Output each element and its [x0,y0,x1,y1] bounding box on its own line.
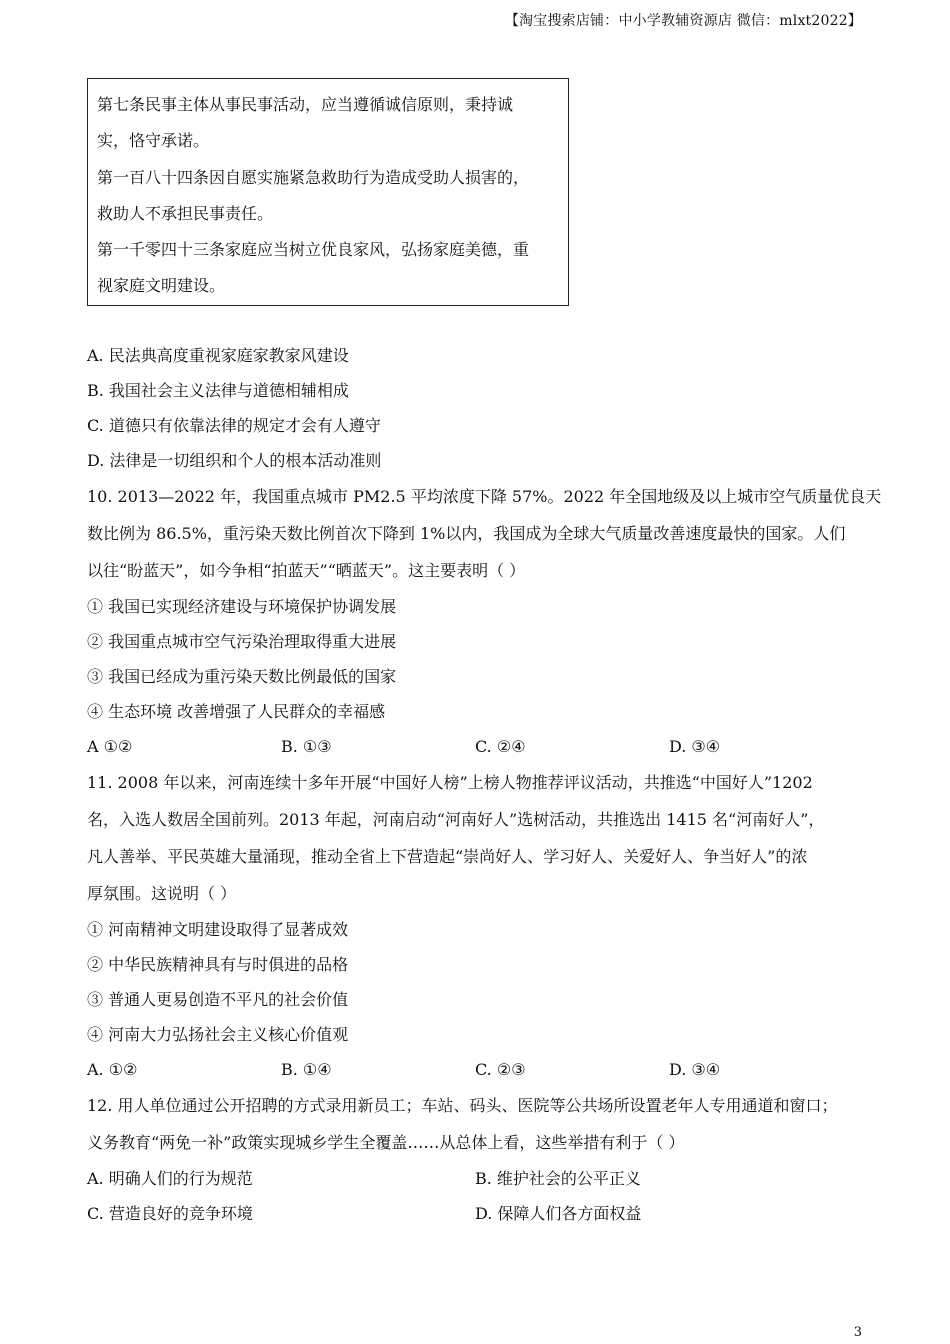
q10-stem-line: 10. 2013—2022 年，我国重点城市 PM2.5 平均浓度下降 57%。2022 年全国地级及以上城市空气质量优良天 [87,487,882,506]
q9-option-d: D. 法律是一切组织和个人的根本活动准则 [87,451,382,470]
q12-stem-line: 义务教育“两免一补”政策实现城乡学生全覆盖……从总体上看，这些举措有利于（ ） [87,1133,685,1152]
q10-option-d: D. ③④ [669,737,721,756]
q11-stem-line: 11. 2008 年以来，河南连续十多年开展“中国好人榜”上榜人物推荐评议活动，共推选“中国好人”1202 [87,773,813,792]
q11-item-2: ② 中华民族精神具有与时俱进的品格 [87,955,349,974]
q12-option-a: A. 明确人们的行为规范 [87,1169,253,1188]
q11-stem-line: 厚氛围。这说明（ ） [87,884,237,903]
q11-option-c: C. ②③ [475,1060,526,1079]
q11-item-4: ④ 河南大力弘扬社会主义核心价值观 [87,1025,349,1044]
excerpt-line: 救助人不承担民事责任。 [97,203,274,223]
q10-option-c: C. ②④ [475,737,526,756]
q11-option-d: D. ③④ [669,1060,721,1079]
q11-item-1: ① 河南精神文明建设取得了显著成效 [87,920,349,939]
q12-options-row-1 [87,1161,867,1196]
q12-option-d: D. 保障人们各方面权益 [475,1204,642,1223]
excerpt-line: 第一百八十四条因自愿实施紧急救助行为造成受助人损害的， [97,167,530,187]
excerpt-line: 第七条民事主体从事民事活动，应当遵循诚信原则，秉持诚 [97,95,514,114]
q10-stem-line: 以往“盼蓝天”，如今争相“拍蓝天”“晒蓝天”。这主要表明（ ） [87,561,526,580]
q10-item-2: ② 我国重点城市空气污染治理取得重大进展 [87,632,397,651]
q10-option-b: B. ①③ [281,737,332,756]
q11-option-b: B. ①④ [281,1060,332,1079]
q9-option-c: C. 道德只有依靠法律的规定才会有人遵守 [87,416,381,435]
page-number: 3 [853,1325,862,1340]
excerpt-line: 实，恪守承诺。 [97,131,210,151]
q10-options [87,729,867,764]
civil-code-excerpt-box [87,78,569,306]
q12-option-c: C. 营造良好的竞争环境 [87,1204,253,1223]
q10-item-4: ④ 生态环境 改善增强了人民群众的幸福感 [87,702,386,721]
q12-stem-line: 12. 用人单位通过公开招聘的方式录用新员工；车站、码头、医院等公共场所设置老年人专用通道和窗口； [87,1096,838,1115]
q11-stem-line: 凡人善举、平民英雄大量涌现，推动全省上下营造起“崇尚好人、学习好人、关爱好人、争当好人”的浓 [87,847,808,866]
questions-content [87,338,882,1231]
excerpt-line: 视家庭文明建设。 [97,276,226,296]
q11-option-a: A. ①② [87,1060,138,1079]
q10-item-1: ① 我国已实现经济建设与环境保护协调发展 [87,597,397,616]
q10-item-3: ③ 我国已经成为重污染天数比例最低的国家 [87,667,397,686]
excerpt-line: 第一千零四十三条家庭应当树立优良家风，弘扬家庭美德，重 [97,240,530,260]
q9-option-b: B. 我国社会主义法律与道德相辅相成 [87,381,349,400]
page-header: 【淘宝搜索店铺：中小学教辅资源店 微信：mlxt2022】 [504,13,862,29]
q12-option-b: B. 维护社会的公平正义 [475,1169,641,1188]
q11-stem-line: 名，入选人数居全国前列。2013 年起，河南启动“河南好人”选树活动，共推选出 1415 名“河南好人”， [87,810,825,829]
q10-option-a: A ①② [87,737,133,756]
q10-stem-line: 数比例为 86.5%，重污染天数比例首次下降到 1%以内，我国成为全球大气质量改善速度最快的国家。人们 [87,524,846,543]
q12-options-row-2 [87,1196,867,1231]
q11-item-3: ③ 普通人更易创造不平凡的社会价值 [87,990,349,1009]
q11-options [87,1052,867,1087]
q9-option-a: A. 民法典高度重视家庭家教家风建设 [87,346,349,365]
